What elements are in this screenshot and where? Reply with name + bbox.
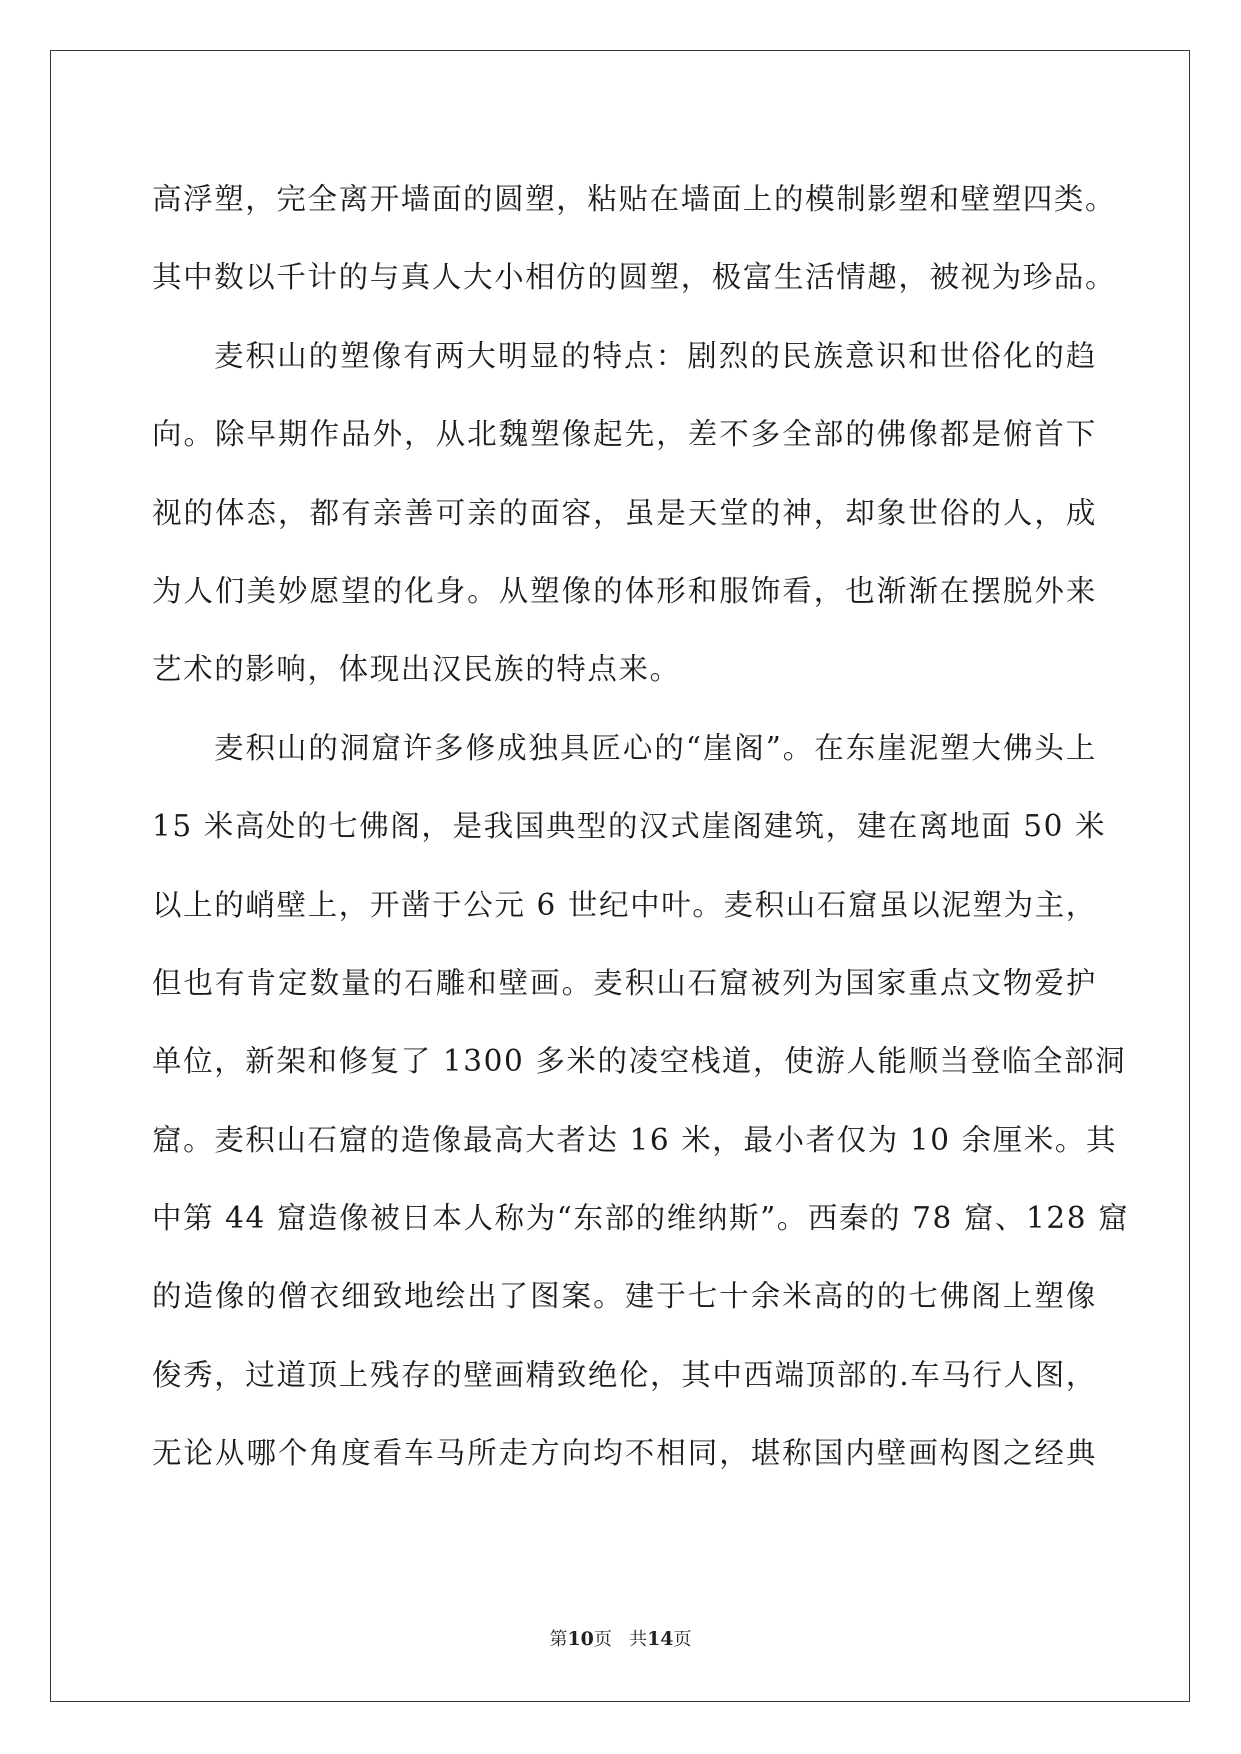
text-line-2: 其中数以千计的与真人大小相仿的圆塑，极富生活情趣，被视为珍品。: [152, 260, 1117, 295]
current-page-number: 10: [567, 1628, 594, 1650]
text-line-5: 视的体态，都有亲善可亲的面容，虽是天堂的神，却象世俗的人，成: [152, 495, 1097, 530]
text-line-10: 以上的峭壁上，开凿于公元 6 世纪中叶。麦积山石窟虽以泥塑为主，: [152, 887, 1097, 922]
text-line-17: 无论从哪个角度看车马所走方向均不相同，堪称国内壁画构图之经典: [152, 1436, 1097, 1471]
text-line-9: 15 米高处的七佛阁，是我国典型的汉式崖阁建筑，建在离地面 50 米: [152, 809, 1107, 844]
text-line-1: 高浮塑，完全离开墙面的圆塑，粘贴在墙面上的模制影塑和壁塑四类。: [152, 182, 1117, 216]
text-line-6: 为人们美妙愿望的化身。从塑像的体形和服饰看，也渐渐在摆脱外来: [152, 573, 1097, 608]
document-body: [152, 160, 1130, 1493]
text-line-11: 但也有肯定数量的石雕和壁画。麦积山石窟被列为国家重点文物爱护: [152, 965, 1097, 1000]
text-line-13: 窟。麦积山石窟的造像最高大者达 16 米，最小者仅为 10 余厘米。其: [152, 1122, 1118, 1157]
page-footer: [0, 1627, 1241, 1652]
total-page-number: 14: [647, 1628, 674, 1650]
text-line-7: 艺术的影响，体现出汉民族的特点来。: [152, 652, 681, 687]
footer-middle: 页 共: [593, 1629, 648, 1650]
text-line-16: 俊秀，过道顶上残存的壁画精致绝伦，其中西端顶部的.车马行人图，: [152, 1357, 1097, 1392]
text-line-4: 向。除早期作品外，从北魏塑像起先，差不多全部的佛像都是俯首下: [152, 417, 1097, 452]
text-line-8: 麦积山的洞窟许多修成独具匠心的“崖阁”。在东崖泥塑大佛头上: [214, 730, 1097, 765]
text-line-15: 的造像的僧衣细致地绘出了图案。建于七十余米高的的七佛阁上塑像: [152, 1279, 1097, 1314]
footer-suffix: 页: [673, 1629, 692, 1650]
text-line-14: 中第 44 窟造像被日本人称为“东部的维纳斯”。西秦的 78 窟、128 窟: [152, 1201, 1130, 1236]
text-line-3: 麦积山的塑像有两大明显的特点：剧烈的民族意识和世俗化的趋: [214, 338, 1097, 373]
text-line-12: 单位，新架和修复了 1300 多米的凌空栈道，使游人能顺当登临全部洞: [152, 1044, 1127, 1079]
footer-prefix: 第: [549, 1629, 568, 1650]
